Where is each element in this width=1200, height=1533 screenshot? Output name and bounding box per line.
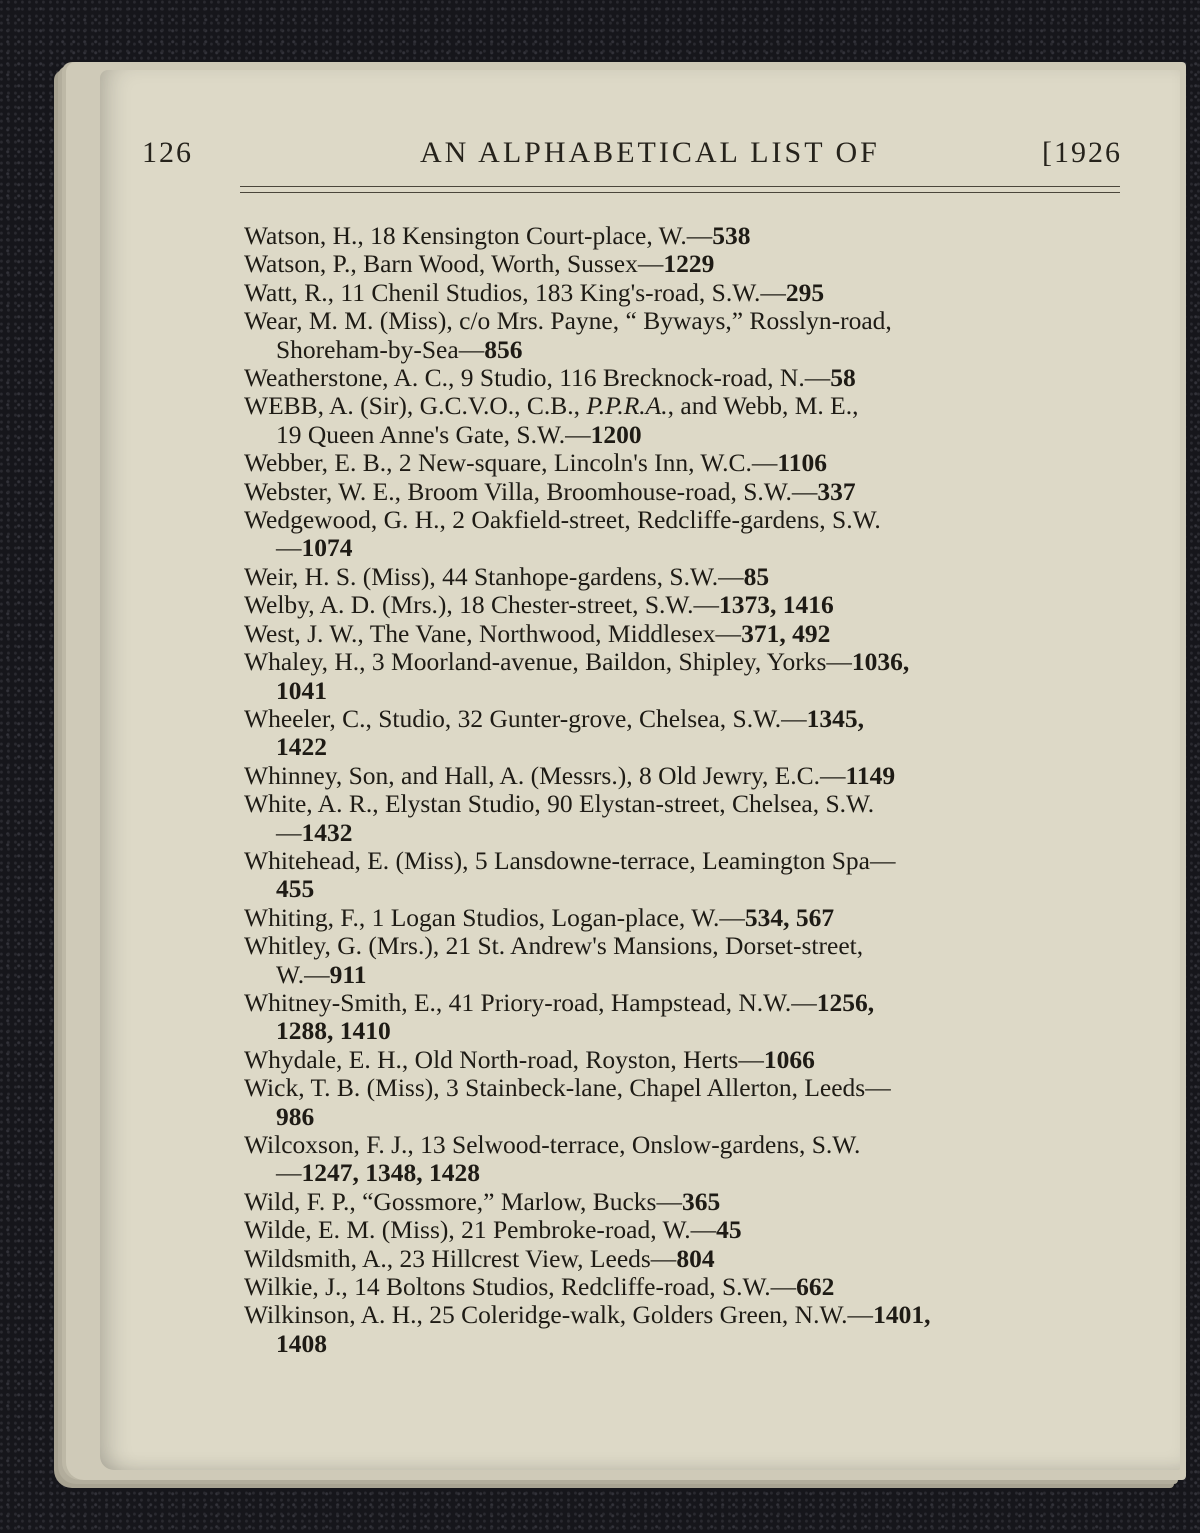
entry-italic-text: P.P.R.A. xyxy=(586,391,668,421)
entry-reference-number: 1229 xyxy=(663,249,715,279)
entry-reference-number: 534, 567 xyxy=(744,902,835,932)
directory-entry xyxy=(244,1216,1124,1244)
directory-entry xyxy=(244,1046,1124,1074)
entry-reference-number: 365 xyxy=(681,1186,721,1216)
entry-text: Wilkie, J., 14 Boltons Studios, Redcliffe-road, S.W.— xyxy=(244,1272,797,1302)
header-rule xyxy=(240,186,1120,193)
directory-entry xyxy=(244,762,1124,790)
entry-reference-number: 1066 xyxy=(763,1044,815,1074)
entry-text: Whitney-Smith, E., 41 Priory-road, Hampstead, N.W.— xyxy=(244,987,817,1017)
entry-text: Watson, H., 18 Kensington Court-place, W.— xyxy=(244,221,713,250)
directory-entry xyxy=(244,705,1124,762)
entry-reference-number: 1106 xyxy=(777,448,827,478)
entry-text: Whydale, E. H., Old North-road, Royston, Herts— xyxy=(244,1044,764,1074)
entry-reference-number: 1149 xyxy=(845,760,896,790)
directory-entry xyxy=(244,790,1124,847)
directory-entry xyxy=(244,620,1124,648)
directory-entry xyxy=(244,1131,1124,1188)
directory-entry xyxy=(244,591,1124,619)
directory-entry xyxy=(244,364,1124,392)
entry-reference-number: 1408 xyxy=(276,1328,327,1358)
directory-entry xyxy=(244,904,1124,932)
directory-entry xyxy=(244,279,1124,307)
entry-reference-number: 1036, xyxy=(851,647,910,677)
entry-reference-number: 1247, 1348, 1428 xyxy=(301,1158,480,1188)
entry-reference-number: 1432 xyxy=(301,817,353,847)
entry-text: Wildsmith, A., 23 Hillcrest View, Leeds— xyxy=(244,1243,677,1273)
entry-text: Watson, P., Barn Wood, Worth, Sussex— xyxy=(244,249,664,279)
entry-text: Weir, H. S. (Miss), 44 Stanhope-gardens, S.W.— xyxy=(244,561,744,591)
year-label: [1926 xyxy=(1042,136,1122,169)
directory-entry xyxy=(244,989,1124,1046)
running-head xyxy=(142,130,1122,178)
entry-text: Wild, F. P., “Gossmore,” Marlow, Bucks— xyxy=(244,1186,682,1216)
entry-reference-number: 1345, xyxy=(806,703,865,733)
entry-reference-number: 1373, 1416 xyxy=(719,590,834,620)
entry-reference-number: 662 xyxy=(796,1272,835,1302)
entry-reference-number: 337 xyxy=(817,476,856,506)
entry-reference-number: 455 xyxy=(276,874,315,904)
entry-text: Welby, A. D. (Mrs.), 18 Chester-street, S.W.— xyxy=(244,590,720,620)
entry-text: Webber, E. B., 2 New-square, Lincoln's Inn, W.C.— xyxy=(244,448,778,478)
running-title: AN ALPHABETICAL LIST OF xyxy=(420,136,880,169)
entry-reference-number: 1074 xyxy=(301,533,353,563)
entry-text: Wheeler, C., Studio, 32 Gunter-grove, Chelsea, S.W.— xyxy=(244,703,807,733)
directory-entry xyxy=(244,847,1124,904)
entry-text: Wilde, E. M. (Miss), 21 Pembroke-road, W.— xyxy=(244,1215,717,1245)
entry-reference-number: 804 xyxy=(676,1243,715,1273)
entry-text: Wilkinson, A. H., 25 Coleridge-walk, Golders Green, N.W.— xyxy=(244,1300,874,1330)
entry-text: — xyxy=(276,533,302,563)
entry-reference-number: 1256, xyxy=(816,987,875,1017)
entry-text: Whinney, Son, and Hall, A. (Messrs.), 8 Old Jewry, E.C.— xyxy=(244,760,846,790)
entry-text: Webster, W. E., Broom Villa, Broomhouse-road, S.W.— xyxy=(244,476,818,506)
entry-text: West, J. W., The Vane, Northwood, Middlesex— xyxy=(244,618,742,648)
directory-entry xyxy=(244,1188,1124,1216)
entry-reference-number: 1422 xyxy=(276,732,327,762)
directory-entry xyxy=(244,1273,1124,1301)
directory-entry xyxy=(244,563,1124,591)
entry-text: — xyxy=(276,817,302,847)
entry-text: Weatherstone, A. C., 9 Studio, 116 Brecknock-road, N.— xyxy=(244,363,831,393)
entry-reference-number: 295 xyxy=(785,277,825,307)
entry-text: White, A. R., Elystan Studio, 90 Elystan-street, Chelsea, S.W. xyxy=(244,789,875,819)
directory-entry xyxy=(244,1074,1124,1131)
entry-text: Watt, R., 11 Chenil Studios, 183 King's-road, S.W.— xyxy=(244,277,786,307)
entry-text: — xyxy=(276,1158,302,1188)
entry-reference-number: 1288, 1410 xyxy=(276,1016,391,1046)
entry-text: Whitehead, E. (Miss), 5 Lansdowne-terrace, Leamington Spa— xyxy=(244,845,896,875)
directory-entry xyxy=(244,392,1124,449)
entry-reference-number: 538 xyxy=(712,221,751,250)
entry-text: Wilcoxson, F. J., 13 Selwood-terrace, Onslow-gardens, S.W. xyxy=(244,1130,861,1159)
page-number: 126 xyxy=(142,136,193,169)
directory-entry xyxy=(244,449,1124,477)
entry-text: Wear, M. M. (Miss), c/o Mrs. Payne, “ Byways,” Rosslyn-road, xyxy=(244,306,892,336)
directory-entry xyxy=(244,506,1124,563)
entry-text: Shoreham-by-Sea— xyxy=(276,334,485,364)
directory-entry xyxy=(244,1245,1124,1273)
entry-reference-number: 58 xyxy=(830,363,856,393)
directory-entry xyxy=(244,932,1124,989)
entry-text: Whitley, G. (Mrs.), 21 St. Andrew's Mansions, Dorset-street, xyxy=(244,931,864,961)
entry-reference-number: 911 xyxy=(329,959,367,989)
entry-reference-number: 986 xyxy=(276,1101,315,1131)
entry-text: Wedgewood, G. H., 2 Oakfield-street, Redcliffe-gardens, S.W. xyxy=(244,505,881,535)
directory-entry xyxy=(244,222,1124,250)
entry-reference-number: 1401, xyxy=(873,1300,931,1330)
entry-reference-number: 371, 492 xyxy=(741,618,831,648)
entry-text: , and Webb, M. E., xyxy=(667,391,859,421)
entry-text: W.— xyxy=(276,959,330,989)
entry-reference-number: 1200 xyxy=(590,419,642,449)
directory-entry xyxy=(244,307,1124,364)
directory-entry xyxy=(244,1301,1124,1358)
entry-reference-number: 856 xyxy=(484,334,523,364)
directory-entry xyxy=(244,648,1124,705)
entry-text: 19 Queen Anne's Gate, S.W.— xyxy=(276,419,591,449)
entry-reference-number: 1041 xyxy=(276,675,327,705)
entry-text: Whaley, H., 3 Moorland-avenue, Baildon, Shipley, Yorks— xyxy=(244,647,852,677)
entry-reference-number: 85 xyxy=(743,561,770,591)
directory-entries xyxy=(244,222,1124,1358)
directory-entry xyxy=(244,478,1124,506)
directory-entry xyxy=(244,250,1124,278)
entry-text: Wick, T. B. (Miss), 3 Stainbeck-lane, Chapel Allerton, Leeds— xyxy=(244,1073,891,1103)
entry-text: WEBB, A. (Sir), G.C.V.O., C.B., xyxy=(244,391,587,421)
entry-reference-number: 45 xyxy=(716,1215,742,1245)
entry-text: Whiting, F., 1 Logan Studios, Logan-place, W.— xyxy=(244,902,745,932)
